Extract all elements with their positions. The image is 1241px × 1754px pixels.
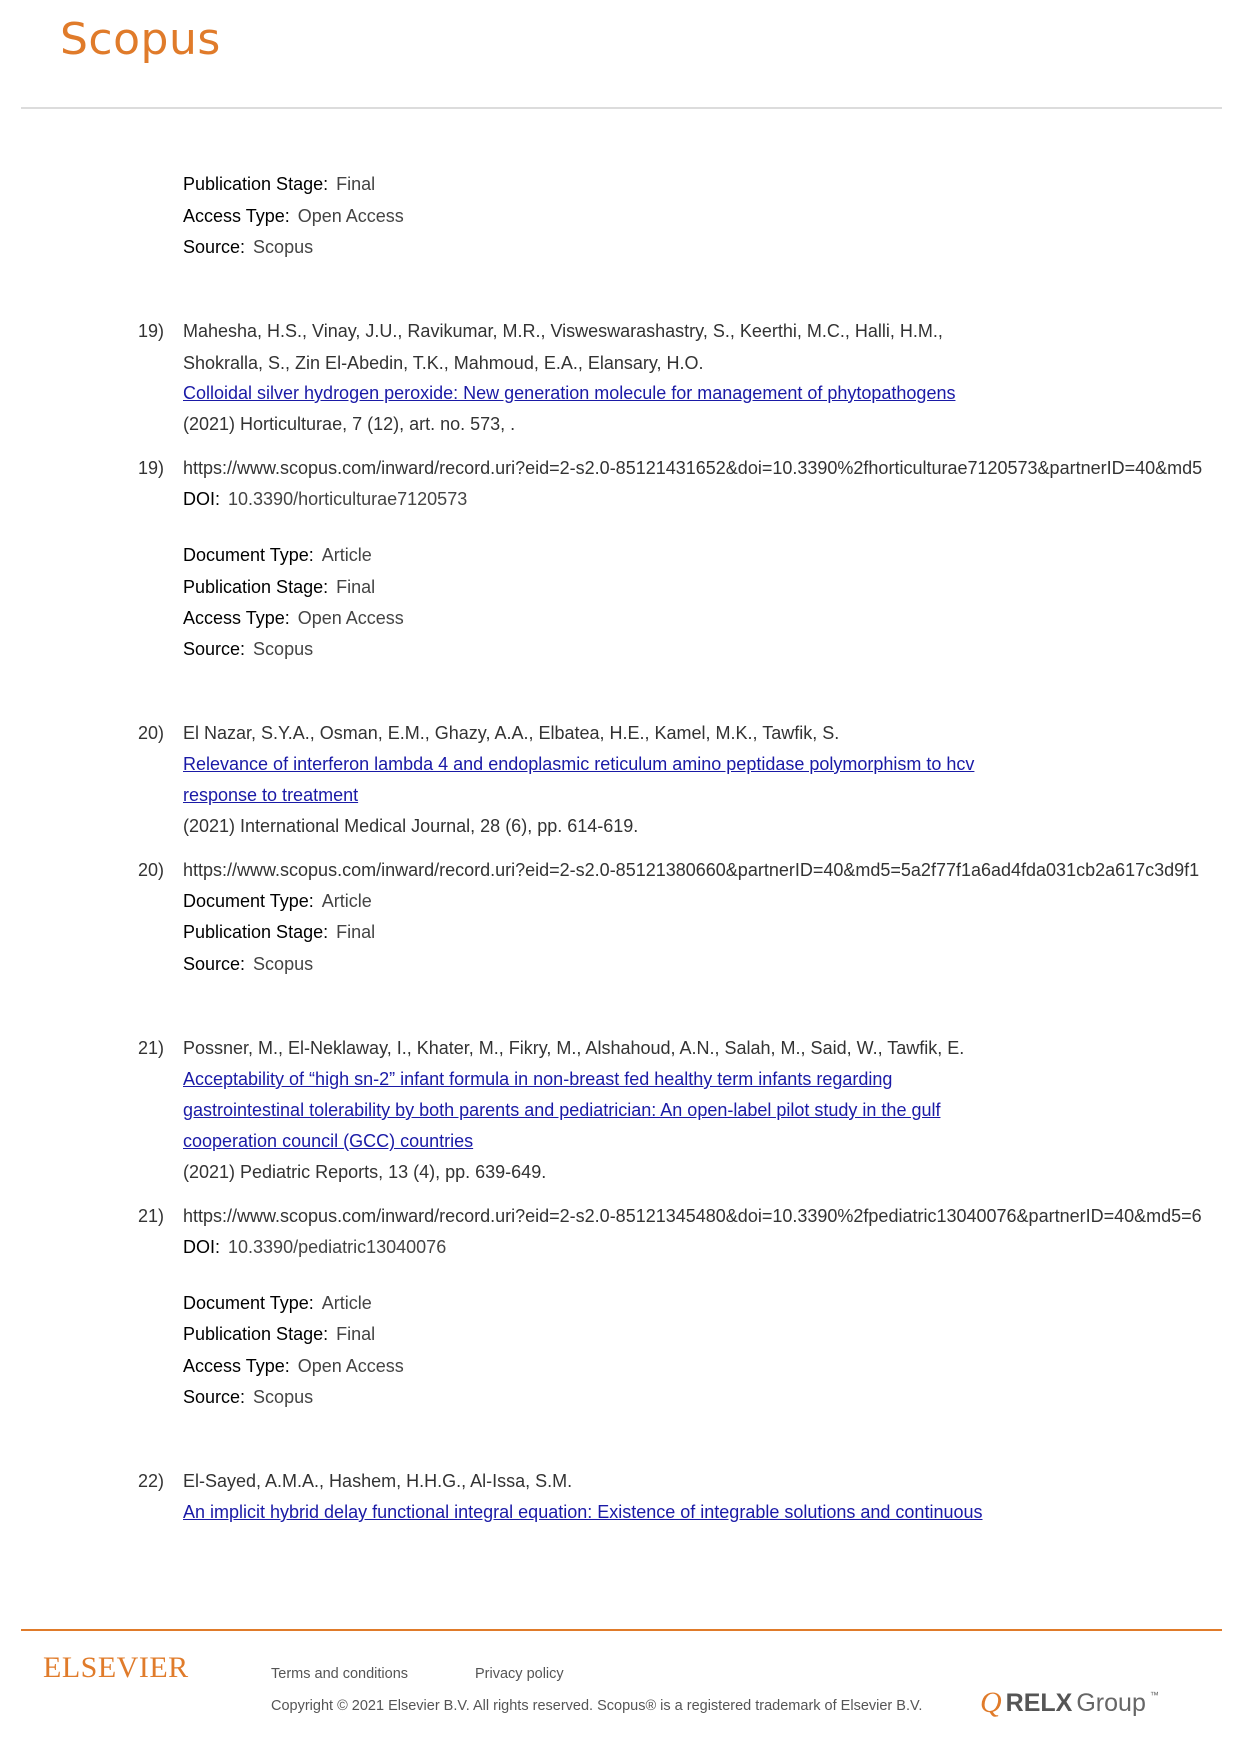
- record-title-link[interactable]: cooperation council (GCC) countries: [183, 1131, 474, 1151]
- field-row: Access Type: Open Access: [183, 1356, 404, 1376]
- record-number: 19): [138, 321, 165, 341]
- record-authors: Shokralla, S., Zin El-Abedin, T.K., Mahmoud, E.A., Elansary, H.O.: [183, 353, 704, 373]
- record-title-link[interactable]: An implicit hybrid delay functional integral equation: Existence of integrable solutions and continuous: [183, 1502, 983, 1522]
- record-title-link[interactable]: Acceptability of “high sn-2” infant formula in non-breast fed healthy term infants regarding: [183, 1069, 893, 1089]
- field-row: Publication Stage: Final: [183, 1324, 376, 1344]
- elsevier-logo: ELSEVIER: [43, 1651, 189, 1684]
- record-title-link[interactable]: response to treatment: [183, 785, 359, 805]
- field-row: Publication Stage: Final: [183, 577, 376, 597]
- record-url[interactable]: https://www.scopus.com/inward/record.uri?eid=2-s2.0-85121380660&partnerID=40&md5=5a2f77f1a6ad4fda031cb2a617c3d9f1: [183, 860, 1200, 880]
- record-title-link[interactable]: Colloidal silver hydrogen peroxide: New generation molecule for management of phytopathogens: [183, 383, 956, 403]
- field-row: Source: Scopus: [183, 639, 314, 659]
- field-row: Publication Stage: Final: [183, 174, 376, 194]
- field-row: Source: Scopus: [183, 237, 314, 257]
- record-citation: (2021) Pediatric Reports, 13 (4), pp. 639-649.: [183, 1162, 547, 1182]
- record-number: 21): [138, 1038, 165, 1058]
- scopus-logo: Scopus: [60, 14, 221, 65]
- privacy-link[interactable]: Privacy policy: [475, 1666, 564, 1682]
- record-authors: Possner, M., El-Neklaway, I., Khater, M., Fikry, M., Alshahoud, A.N., Salah, M., Said, W., Tawfik, E.: [183, 1038, 965, 1058]
- record-title-link[interactable]: Relevance of interferon lambda 4 and endoplasmic reticulum amino peptidase polymorphism to hcv: [183, 754, 975, 774]
- record-authors: El-Sayed, A.M.A., Hashem, H.H.G., Al-Issa, S.M.: [183, 1471, 573, 1491]
- field-row: Document Type: Article: [183, 545, 372, 565]
- field-row: Document Type: Article: [183, 891, 372, 911]
- field-row: Source: Scopus: [183, 954, 314, 974]
- field-row: Access Type: Open Access: [183, 206, 404, 226]
- record-citation: (2021) Horticulturae, 7 (12), art. no. 573, .: [183, 414, 516, 434]
- copyright-text: Copyright © 2021 Elsevier B.V. All rights reserved. Scopus® is a registered trademark of Elsevier B.V.: [271, 1698, 923, 1714]
- record-doi: DOI: 10.3390/pediatric13040076: [183, 1237, 447, 1257]
- record-number: 20): [138, 723, 165, 743]
- relx-mark-icon: Q: [980, 1686, 1002, 1719]
- record-doi: DOI: 10.3390/horticulturae7120573: [183, 489, 468, 509]
- terms-link[interactable]: Terms and conditions: [271, 1666, 409, 1682]
- record-url[interactable]: https://www.scopus.com/inward/record.uri?eid=2-s2.0-85121345480&doi=10.3390%2fpediatric13040076&partnerID=40&md5=6: [183, 1206, 1202, 1226]
- record-authors: Mahesha, H.S., Vinay, J.U., Ravikumar, M.R., Visweswarashastry, S., Keerthi, M.C., Halli, H.M.,: [183, 321, 943, 341]
- footer-divider: [21, 1629, 1222, 1631]
- record-title-link[interactable]: gastrointestinal tolerability by both parents and pediatrician: An open-label pilot study in the gulf: [183, 1100, 941, 1120]
- field-row: Source: Scopus: [183, 1387, 314, 1407]
- field-row: Access Type: Open Access: [183, 608, 404, 628]
- relx-logo: Q RELX Group ™: [980, 1686, 1159, 1719]
- record-url[interactable]: https://www.scopus.com/inward/record.uri?eid=2-s2.0-85121431652&doi=10.3390%2fhorticulturae7120573&partnerID=40&md5: [183, 458, 1203, 478]
- field-row: Publication Stage: Final: [183, 922, 376, 942]
- record-citation: (2021) International Medical Journal, 28 (6), pp. 614-619.: [183, 816, 639, 836]
- header-divider: [21, 107, 1222, 109]
- record-number: 22): [138, 1471, 165, 1491]
- field-row: Document Type: Article: [183, 1293, 372, 1313]
- record-url-number: 21): [138, 1206, 165, 1226]
- record-authors: El Nazar, S.Y.A., Osman, E.M., Ghazy, A.A., Elbatea, H.E., Kamel, M.K., Tawfik, S.: [183, 723, 840, 743]
- record-url-number: 19): [138, 458, 165, 478]
- record-url-number: 20): [138, 860, 165, 880]
